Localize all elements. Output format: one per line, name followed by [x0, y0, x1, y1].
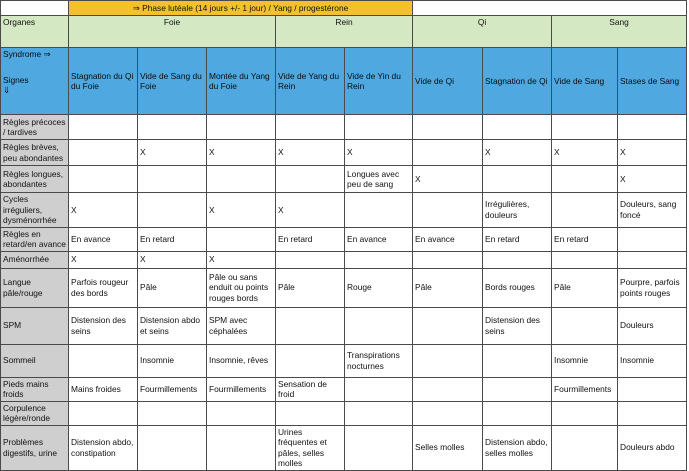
sign-cell [483, 401, 552, 425]
sign-cell [207, 166, 276, 193]
sign-cell: X [138, 140, 207, 166]
sign-cell [345, 193, 413, 228]
sign-cell [69, 166, 138, 193]
sign-cell [618, 401, 687, 425]
sign-cell [276, 344, 345, 377]
sign-cell: Mains froides [69, 377, 138, 401]
sign-cell: En avance [69, 227, 138, 251]
sign-cell: En avance [345, 227, 413, 251]
sign-cell: Fourmillements [552, 377, 618, 401]
sign-cell [69, 401, 138, 425]
sign-cell [413, 251, 483, 268]
sign-cell [345, 307, 413, 344]
sign-cell: Distension des seins [69, 307, 138, 344]
syndrome-header: Stagnation du Qi du Foie [69, 48, 138, 115]
sign-row [1, 227, 687, 251]
sign-row [1, 115, 687, 140]
sign-cell [552, 193, 618, 228]
sign-cell: Parfois rougeur des bords [69, 268, 138, 307]
sign-cell [483, 344, 552, 377]
sign-cell: Selles molles [413, 425, 483, 470]
sign-cell: X [413, 166, 483, 193]
sign-cell [345, 425, 413, 470]
sign-cell [138, 401, 207, 425]
sign-cell [276, 166, 345, 193]
sign-cell: Pâle [552, 268, 618, 307]
sign-row [1, 425, 687, 470]
syndrome-header: Vide de Sang du Foie [138, 48, 207, 115]
sign-cell: En retard [483, 227, 552, 251]
sign-cell: Insomnie, rêves [207, 344, 276, 377]
sign-cell: X [138, 251, 207, 268]
syndrome-header-row [1, 48, 687, 115]
sign-cell: Urines fréquentes et pâles, selles molles [276, 425, 345, 470]
sign-cell [483, 251, 552, 268]
sign-cell: X [483, 140, 552, 166]
sign-cell [413, 401, 483, 425]
sign-row [1, 344, 687, 377]
sign-cell: Insomnie [618, 344, 687, 377]
sign-label: Cycles irréguliers, dysménorrhée [1, 193, 69, 228]
sign-cell: Insomnie [138, 344, 207, 377]
sign-cell: En retard [276, 227, 345, 251]
sign-cell: Douleurs [618, 307, 687, 344]
sign-cell: Pâle [276, 268, 345, 307]
sign-cell: Sensation de froid [276, 377, 345, 401]
sign-cell: X [69, 193, 138, 228]
sign-cell: Distension abdo et seins [138, 307, 207, 344]
sign-cell [207, 227, 276, 251]
sign-cell: X [618, 140, 687, 166]
sign-cell [138, 193, 207, 228]
sign-cell [618, 251, 687, 268]
down-arrow-icon: ⇓ [3, 85, 11, 95]
organ-rein: Rein [276, 16, 413, 48]
sign-label: Corpulence légère/ronde [1, 401, 69, 425]
sign-cell [552, 166, 618, 193]
empty-phase-cell [413, 1, 687, 16]
sign-cell [413, 115, 483, 140]
sign-row [1, 251, 687, 268]
sign-cell [276, 401, 345, 425]
syndrome-header: Vide de Yin du Rein [345, 48, 413, 115]
sign-cell: En retard [552, 227, 618, 251]
sign-cell [618, 115, 687, 140]
sign-row [1, 193, 687, 228]
syndrome-header: Vide de Yang du Rein [276, 48, 345, 115]
sign-cell [207, 115, 276, 140]
syndrome-header: Montée du Yang du Foie [207, 48, 276, 115]
sign-cell: Transpirations nocturnes [345, 344, 413, 377]
syndrome-header: Vide de Qi [413, 48, 483, 115]
sign-row [1, 401, 687, 425]
syndrome-header: Vide de Sang [552, 48, 618, 115]
sign-row [1, 140, 687, 166]
sign-rows [1, 115, 687, 471]
sign-cell [483, 377, 552, 401]
sign-cell: Longues avec peu de sang [345, 166, 413, 193]
phase-banner: ⇒ Phase lutéale (14 jours +/- 1 jour) / Yang / progestérone [69, 1, 413, 16]
sign-cell: X [345, 140, 413, 166]
sign-label: Pieds mains froids [1, 377, 69, 401]
sign-cell: Fourmillements [207, 377, 276, 401]
sign-cell [618, 227, 687, 251]
sign-cell [552, 251, 618, 268]
sign-cell: En avance [413, 227, 483, 251]
sign-cell: SPM avec céphalées [207, 307, 276, 344]
sign-cell [345, 251, 413, 268]
sign-cell [138, 115, 207, 140]
sign-cell: Rouge [345, 268, 413, 307]
organ-row [1, 16, 687, 48]
sign-cell [345, 115, 413, 140]
sign-cell [276, 307, 345, 344]
sign-label: Règles brèves, peu abondantes [1, 140, 69, 166]
sign-cell: Bords rouges [483, 268, 552, 307]
sign-cell [207, 425, 276, 470]
sign-label: Langue pâle/rouge [1, 268, 69, 307]
sign-cell [413, 140, 483, 166]
organ-foie: Foie [69, 16, 276, 48]
sign-cell: Insomnie [552, 344, 618, 377]
sign-cell: Pâle [413, 268, 483, 307]
sign-cell [413, 344, 483, 377]
sign-row [1, 377, 687, 401]
sign-cell [69, 115, 138, 140]
sign-cell: Distension abdo, constipation [69, 425, 138, 470]
sign-cell [552, 401, 618, 425]
sign-cell: Irrégulières, douleurs [483, 193, 552, 228]
empty-corner-cell [1, 1, 69, 16]
sign-label: Sommeil [1, 344, 69, 377]
sign-cell [138, 425, 207, 470]
sign-label: Problèmes digestifs, urine [1, 425, 69, 470]
sign-row [1, 307, 687, 344]
sign-cell: Fourmillements [138, 377, 207, 401]
sign-cell [552, 307, 618, 344]
sign-row [1, 268, 687, 307]
syndrome-header: Stagnation de Qi [483, 48, 552, 115]
sign-cell [345, 377, 413, 401]
sign-cell: X [276, 140, 345, 166]
organes-label: Organes [1, 16, 69, 48]
sign-cell [276, 115, 345, 140]
sign-cell [413, 377, 483, 401]
phase-row [1, 1, 687, 16]
syndrome-signes-header [1, 48, 69, 115]
sign-cell: Douleurs abdo [618, 425, 687, 470]
organ-qi: Qi [413, 16, 552, 48]
organ-sang: Sang [552, 16, 687, 48]
sign-cell: Pâle ou sans enduit ou points rouges bords [207, 268, 276, 307]
sign-cell [552, 425, 618, 470]
sign-row [1, 166, 687, 193]
sign-cell [138, 166, 207, 193]
sign-cell [483, 166, 552, 193]
sign-cell: X [207, 193, 276, 228]
syndrome-label: Syndrome ⇒ [3, 49, 51, 59]
sign-cell [207, 401, 276, 425]
sign-cell: Pâle [138, 268, 207, 307]
sign-label: Aménorrhée [1, 251, 69, 268]
sign-cell [552, 115, 618, 140]
sign-cell [618, 377, 687, 401]
sign-cell: X [207, 140, 276, 166]
sign-cell [69, 140, 138, 166]
sign-cell [483, 115, 552, 140]
sign-cell: X [276, 193, 345, 228]
sign-cell [69, 344, 138, 377]
sign-label: Règles longues, abondantes [1, 166, 69, 193]
sign-cell [345, 401, 413, 425]
sign-cell [276, 251, 345, 268]
sign-label: SPM [1, 307, 69, 344]
sign-cell: X [552, 140, 618, 166]
sign-cell: Distension des seins [483, 307, 552, 344]
sign-cell: En retard [138, 227, 207, 251]
sign-label: Règles précoces / tardives [1, 115, 69, 140]
sign-cell: Distension abdo, selles molles [483, 425, 552, 470]
sign-cell [413, 193, 483, 228]
sign-cell [413, 307, 483, 344]
sign-cell: X [618, 166, 687, 193]
sign-cell: X [207, 251, 276, 268]
sign-cell: Pourpre, parfois points rouges [618, 268, 687, 307]
sign-cell: X [69, 251, 138, 268]
sign-cell: Douleurs, sang foncé [618, 193, 687, 228]
syndrome-header: Stases de Sang [618, 48, 687, 115]
sign-label: Règles en retard/en avance [1, 227, 69, 251]
signes-label: Signes [3, 74, 29, 85]
